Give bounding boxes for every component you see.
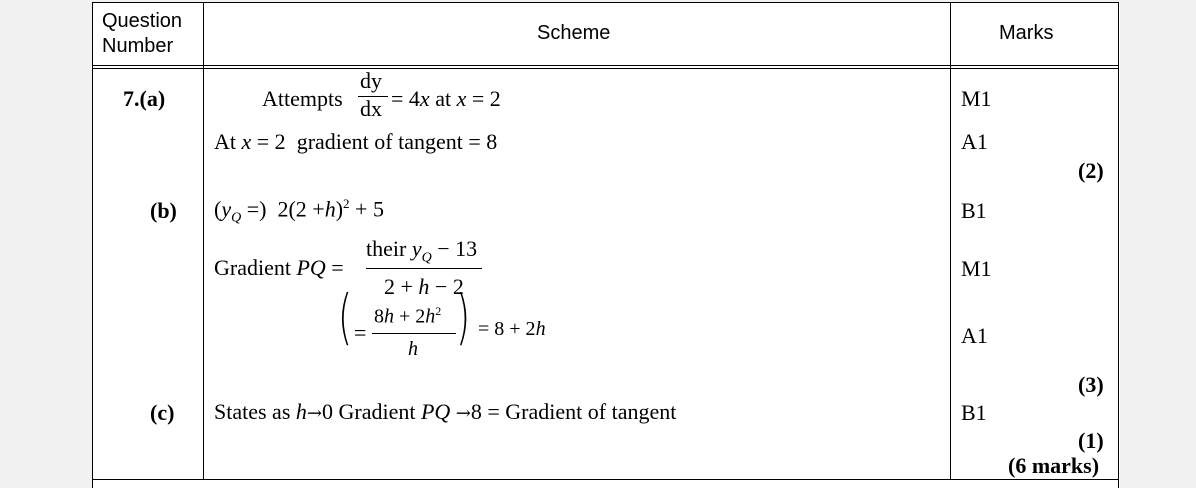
header-question-line1: Question bbox=[102, 10, 183, 32]
paren-eq: = bbox=[354, 320, 367, 345]
dy-dx-fraction bbox=[358, 68, 388, 122]
minus-13: − 13 bbox=[437, 236, 478, 261]
header-question-line2: Number bbox=[102, 35, 174, 57]
table-border-top bbox=[92, 2, 1119, 3]
sub-q-2: Q bbox=[421, 250, 432, 266]
pq-var-c: PQ bbox=[420, 399, 451, 424]
part-a-line2 bbox=[214, 129, 497, 155]
part-c-label: (c) bbox=[150, 400, 175, 425]
grad-denominator bbox=[384, 274, 464, 300]
var-x-2: x bbox=[241, 129, 252, 154]
var-x: x bbox=[419, 86, 430, 111]
their-word: their bbox=[366, 236, 407, 261]
den-minus2: − 2 bbox=[434, 274, 464, 299]
simp-numerator bbox=[374, 304, 441, 329]
mark-b-b1: B1 bbox=[961, 198, 987, 223]
paren-close: ) bbox=[259, 196, 267, 222]
dx-denominator: dx bbox=[360, 96, 382, 121]
part-c-line bbox=[214, 399, 676, 425]
header-divider bbox=[92, 65, 1119, 66]
result-8-2h bbox=[478, 318, 546, 341]
eq-sign-2: = bbox=[331, 255, 344, 280]
mark-a-m1: M1 bbox=[961, 86, 992, 111]
states-as: States as bbox=[214, 399, 291, 424]
eq-4: = 4 bbox=[391, 86, 420, 111]
num-sq: 2 bbox=[435, 304, 442, 318]
subtotal-c: (1) bbox=[1078, 428, 1104, 453]
num-8: 8 bbox=[374, 305, 384, 328]
cond-eq: = 2 bbox=[471, 86, 501, 111]
zero: 0 bbox=[321, 399, 333, 424]
simplified-fraction bbox=[372, 304, 456, 362]
header-marks: Marks bbox=[999, 22, 1054, 44]
total-marks: (6 marks) bbox=[1008, 453, 1100, 478]
cond-x: x bbox=[456, 86, 467, 111]
gradient-text: gradient of tangent = 8 bbox=[296, 129, 498, 154]
dy-numerator: dy bbox=[360, 68, 382, 93]
part-a-eq bbox=[391, 86, 501, 112]
arrow-1: → bbox=[306, 403, 322, 424]
table-border-right bbox=[1118, 2, 1119, 488]
paren-open: ( bbox=[214, 196, 222, 222]
y-q-2: y bbox=[411, 236, 422, 261]
result-text: = 8 + 2 bbox=[478, 318, 536, 340]
mark-a-a1: A1 bbox=[961, 129, 988, 154]
den-h-3: h bbox=[408, 338, 418, 360]
header-scheme: Scheme bbox=[537, 22, 611, 44]
column-divider-1 bbox=[203, 2, 204, 480]
expr-close: ) bbox=[335, 196, 344, 222]
eq-sign: = bbox=[246, 196, 260, 222]
mark-scheme-table bbox=[92, 2, 1120, 488]
at-word: at bbox=[435, 86, 452, 111]
sub-q: Q bbox=[231, 210, 242, 226]
part-b-line1 bbox=[214, 196, 384, 227]
arrow-2: → bbox=[455, 403, 471, 424]
column-divider-2 bbox=[950, 2, 951, 480]
table-border-left bbox=[92, 2, 93, 488]
simp-denominator bbox=[408, 338, 418, 361]
big-paren-close: ) bbox=[456, 284, 471, 353]
header-question-number bbox=[102, 9, 182, 59]
h-var: h bbox=[295, 399, 307, 424]
expr-2: 2 bbox=[277, 196, 289, 222]
at-word-2: At bbox=[214, 129, 236, 154]
part-b-label: (b) bbox=[150, 198, 177, 223]
eight: 8 bbox=[470, 399, 482, 424]
grad-numerator bbox=[366, 236, 477, 266]
fraction-bar-2 bbox=[366, 268, 482, 269]
eq-gradient-tangent: = Gradient of tangent bbox=[487, 399, 677, 424]
num-h1: h bbox=[384, 305, 394, 328]
fraction-bar-3 bbox=[372, 333, 456, 334]
gradient-word-c: Gradient bbox=[338, 399, 416, 424]
result-h: h bbox=[535, 318, 546, 340]
gradient-word: Gradient bbox=[214, 255, 291, 280]
part-a-attempts: Attempts bbox=[262, 86, 343, 111]
plus-5: + 5 bbox=[355, 196, 384, 222]
eq-2: = 2 bbox=[256, 129, 286, 154]
table-border-bottom bbox=[92, 479, 1119, 480]
den-2plus: 2 + bbox=[384, 274, 413, 299]
mark-c-b1: B1 bbox=[961, 400, 987, 425]
den-h: h bbox=[418, 274, 430, 299]
y-q: y bbox=[221, 196, 232, 222]
part-a-label: 7.(a) bbox=[123, 86, 166, 111]
mark-b-m1: M1 bbox=[961, 256, 992, 281]
squared: 2 bbox=[343, 196, 350, 211]
mark-b-a1: A1 bbox=[961, 323, 988, 348]
num-h2: h bbox=[425, 305, 436, 328]
pq-var: PQ bbox=[296, 255, 326, 280]
var-h: h bbox=[324, 196, 336, 222]
num-plus2: + 2 bbox=[399, 305, 426, 328]
expr-open: (2 + bbox=[288, 196, 325, 222]
subtotal-b: (3) bbox=[1078, 372, 1104, 397]
subtotal-a: (2) bbox=[1078, 158, 1104, 183]
gradient-pq-label bbox=[214, 255, 344, 281]
header-divider-second bbox=[92, 68, 1119, 69]
big-paren-open: ( bbox=[338, 284, 353, 353]
